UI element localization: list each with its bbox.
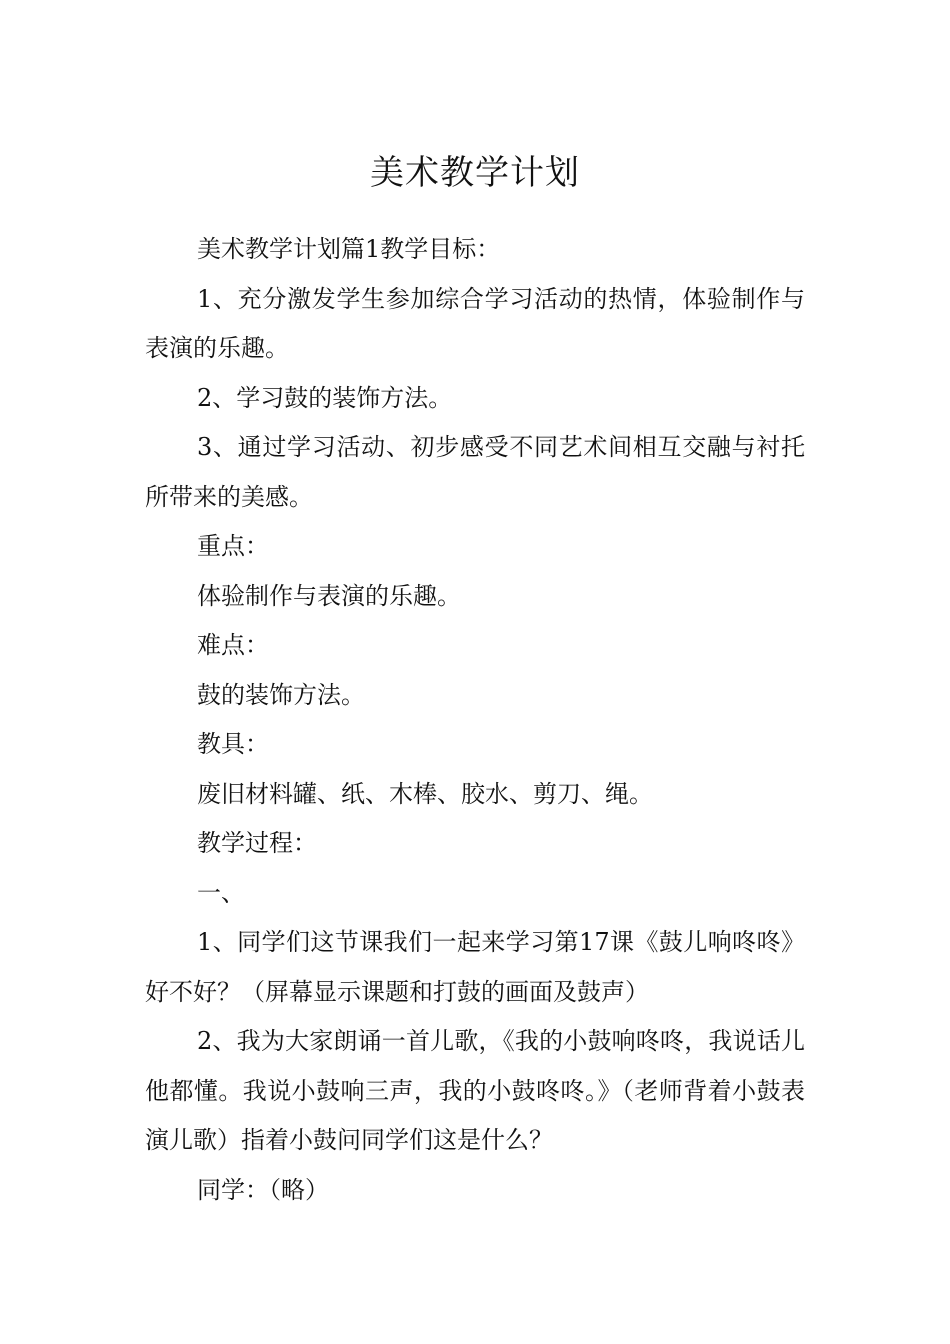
paragraph-key-points: 体验制作与表演的乐趣。 [197,581,461,610]
paragraph-intro-objectives: 美术教学计划篇1教学目标： [197,235,501,263]
paragraph-difficulty: 鼓的装饰方法。 [197,680,365,709]
paragraph-objective-2: 2、学习鼓的装饰方法。 [197,383,453,412]
paragraph-objective-1: 1、充分激发学生参加综合学习活动的热情，体验制作与表演的乐趣。 [145,284,805,362]
paragraph-students-reply: 同学：（略） [197,1175,329,1204]
paragraph-objective-3: 3、通过学习活动、初步感受不同艺术间相互交融与衬托所带来的美感。 [145,433,805,511]
page-title: 美术教学计划 [370,152,580,193]
paragraph-difficulty-heading: 难点： [197,631,269,659]
paragraph-section-one: 一、 [197,878,245,907]
paragraph-step-1: 1、同学们这节课我们一起来学习第17课《鼓儿响咚咚》好不好？（屏幕显示课题和打鼓的画面及鼓声） [145,928,805,1006]
paragraph-step-2: 2、我为大家朗诵一首儿歌，《我的小鼓响咚咚，我说话儿他都懂。我说小鼓响三声，我的小鼓咚咚。》（老师背着小鼓表演儿歌）指着小鼓问同学们这是什么？ [145,1027,805,1154]
paragraph-materials-heading: 教具： [197,730,269,758]
paragraph-key-points-heading: 重点： [197,532,269,560]
document-body [145,225,805,1215]
paragraph-materials: 废旧材料罐、纸、木棒、胶水、剪刀、绳。 [197,779,653,808]
paragraph-process-heading: 教学过程： [197,829,317,857]
